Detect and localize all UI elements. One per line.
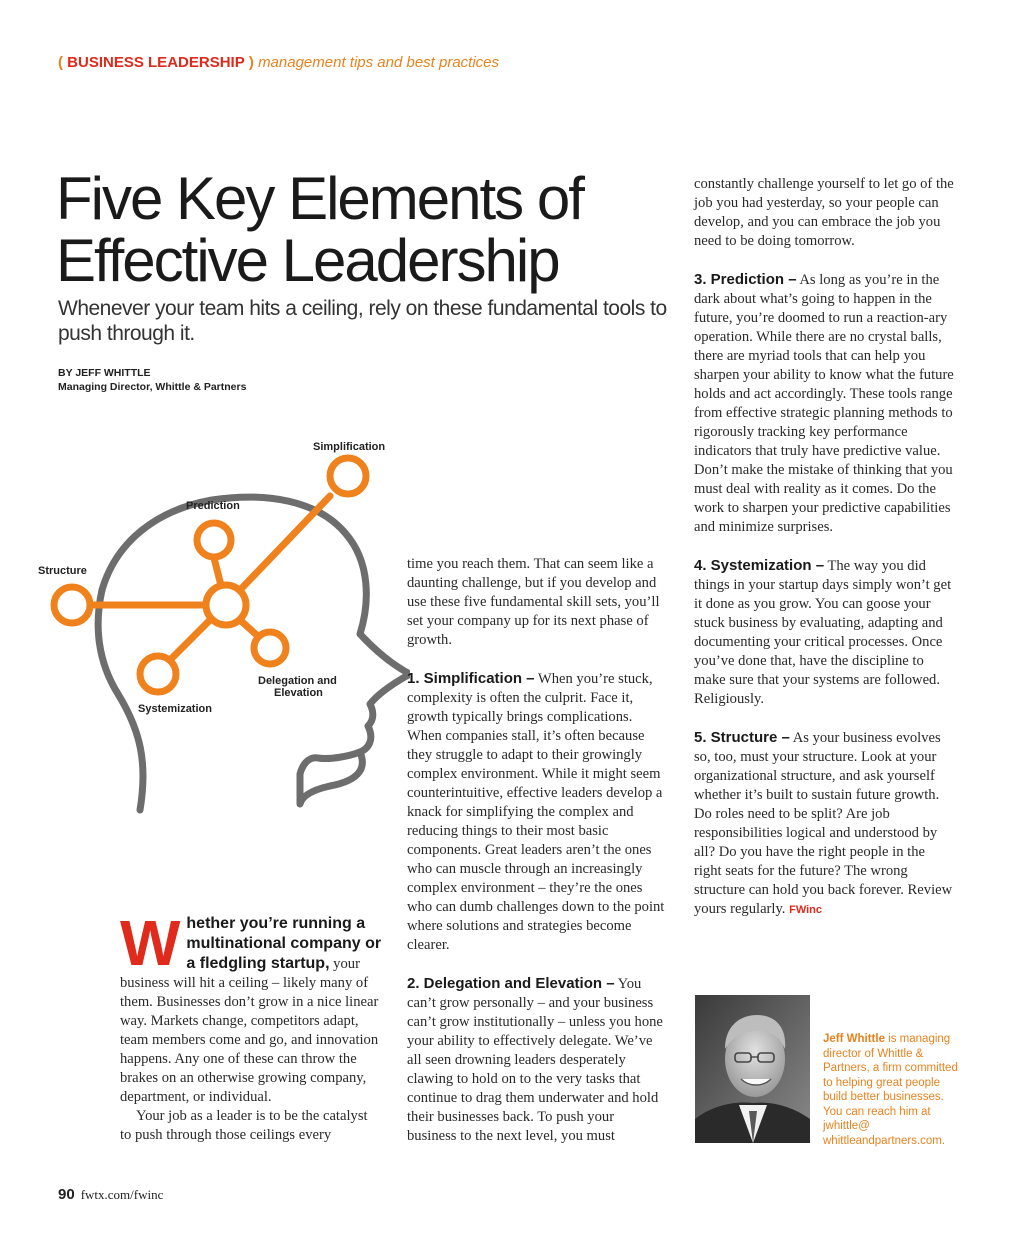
- column-1: [120, 907, 382, 1145]
- node-simplification: [330, 458, 366, 494]
- node-delegation: [254, 632, 286, 664]
- node-systemization: [140, 656, 176, 692]
- site-url: fwtx.com/fwinc: [80, 1187, 164, 1202]
- author-bio: [823, 1032, 963, 1148]
- author-photo: [695, 995, 810, 1143]
- byline: BY JEFF WHITTLE: [58, 367, 151, 379]
- head-neck-back: [98, 590, 143, 810]
- heading-simplification: 1. Simplification –: [407, 670, 535, 687]
- label-structure: Structure: [38, 565, 87, 577]
- heading-prediction: 3. Prediction –: [694, 271, 797, 288]
- col3-opening: constantly challenge yourself to let go of the job you had yesterday, so your people can develop, and you can embrace the job you need to be doing tomorrow.: [694, 176, 954, 249]
- node-structure: [54, 587, 90, 623]
- label-prediction: Prediction: [186, 500, 240, 512]
- heading-systemization: 4. Systemization –: [694, 557, 825, 574]
- column-3: [694, 175, 956, 920]
- title-line-2: Effective Leadership: [56, 227, 559, 294]
- intro-paragraph: [120, 907, 382, 1107]
- label-simplification: Simplification: [313, 441, 386, 453]
- label-systemization: Systemization: [138, 703, 212, 715]
- section-prediction: [694, 270, 956, 537]
- bracket-close: ): [248, 54, 254, 71]
- column-2: [407, 555, 667, 1146]
- section-simplification: [407, 669, 667, 955]
- article-deck: Whenever your team hits a ceiling, rely on these fundamental tools to push through it.: [58, 297, 667, 345]
- section-header: [58, 54, 499, 71]
- article-title: [56, 165, 656, 294]
- section-delegation: [407, 974, 667, 1146]
- heading-structure: 5. Structure –: [694, 729, 790, 746]
- bio-name: Jeff Whittle: [823, 1033, 885, 1045]
- connector-systemization: [172, 620, 210, 658]
- label-delegation-2: Elevation: [274, 687, 323, 699]
- intro-rest: your business will hit a ceiling – likely many of them. Businesses don’t grow in a nice linear way. Markets change, competitors adapt, team members come and go, and innovation happens. Any one of these can throw the brakes on an otherwise growing company, department, or individual.: [120, 956, 379, 1105]
- body-systemization: The way you did things in your startup days simply won’t get it done as you grow. You can goose your stuck business by evaluating, adapting and documenting your critical processes. Once you’ve done that, have the discipline to make sure that your systems are followed. Religiously.: [694, 558, 952, 707]
- intro-paragraph-2: Your job as a leader is to be the catalyst to push through those ceilings every: [120, 1108, 368, 1143]
- center-node: [206, 585, 246, 625]
- connector-simplification: [240, 496, 330, 590]
- label-delegation-1: Delegation and: [258, 675, 337, 687]
- body-simplification: When you’re stuck, complexity is often the culprit. Face it, growth typically brings complications. When companies stall, it’s often because they struggle to adapt to their growingly complex environment. While it might seem counterintuitive, effective leaders develop a knack for simplifying the complex and reducing things to their most basic components. Great leaders aren’t the ones who can muscle through an increasingly complex environment – they’re the ones who can dumb challenges down to the point where solutions and strategies become clearer.: [407, 671, 665, 953]
- section-systemization: [694, 556, 956, 709]
- bracket-open: (: [58, 54, 63, 71]
- section-structure: [694, 728, 956, 920]
- section-subtitle: management tips and best practices: [258, 54, 500, 71]
- node-prediction: [197, 523, 231, 557]
- author-title: Managing Director, Whittle & Partners: [58, 381, 247, 393]
- leadership-head-diagram: [30, 430, 410, 830]
- page-number: 90: [58, 1186, 75, 1203]
- byline-block: [58, 366, 246, 394]
- intro-lead: hether you’re running a multinational company or a fledgling startup,: [186, 915, 382, 972]
- end-mark: FWinc: [789, 904, 823, 916]
- body-delegation: You can’t grow personally – and your business can’t grow institutionally – unless you hone your ability to effectively delegate. We’ve all seen drowning leaders desperately clawing to hold on to the very tasks that continue to drag them underwater and hold their businesses back. To push your business to the next level, you must: [407, 976, 663, 1144]
- page-folio: [58, 1186, 163, 1203]
- body-structure: As your business evolves so, too, must your structure. Look at your organizational structure, and ask yourself whether it’s built to sustain future growth. Do roles need to be split? Are job responsibilities logical and understood by all? Do you have the right people in the right seats for the future? The wrong structure can hold you back forever. Review yours regularly.: [694, 730, 953, 917]
- title-line-1: Five Key Elements of: [56, 165, 583, 232]
- body-prediction: As long as you’re in the dark about what’s going to happen in the future, you’re doomed to run a reaction-ary operation. While there are no crystal balls, there are myriad tools that can help you sharpen your ability to know what the future holds and act accordingly. These tools range from effective strategic planning methods to rigorously tracking key performance indicators that truly have predictive value. Don’t make the mistake of thinking that you must deal with reality as it comes. Do the work to sharpen your predictive capabilities and minimize surprises.: [694, 272, 954, 535]
- drop-cap: W: [120, 907, 181, 979]
- bio-text: is managing director of Whittle & Partners, a firm committed to helping great people build better businesses. You can reach him at jwhittle@ whittleandpartners.com.: [823, 1033, 958, 1147]
- col2-opening: time you reach them. That can seem like a daunting challenge, but if you develop and use these five fundamental skill sets, you’ll set your company up for its next phase of growth.: [407, 556, 660, 648]
- section-tag: BUSINESS LEADERSHIP: [67, 54, 245, 71]
- heading-delegation: 2. Delegation and Elevation –: [407, 975, 615, 992]
